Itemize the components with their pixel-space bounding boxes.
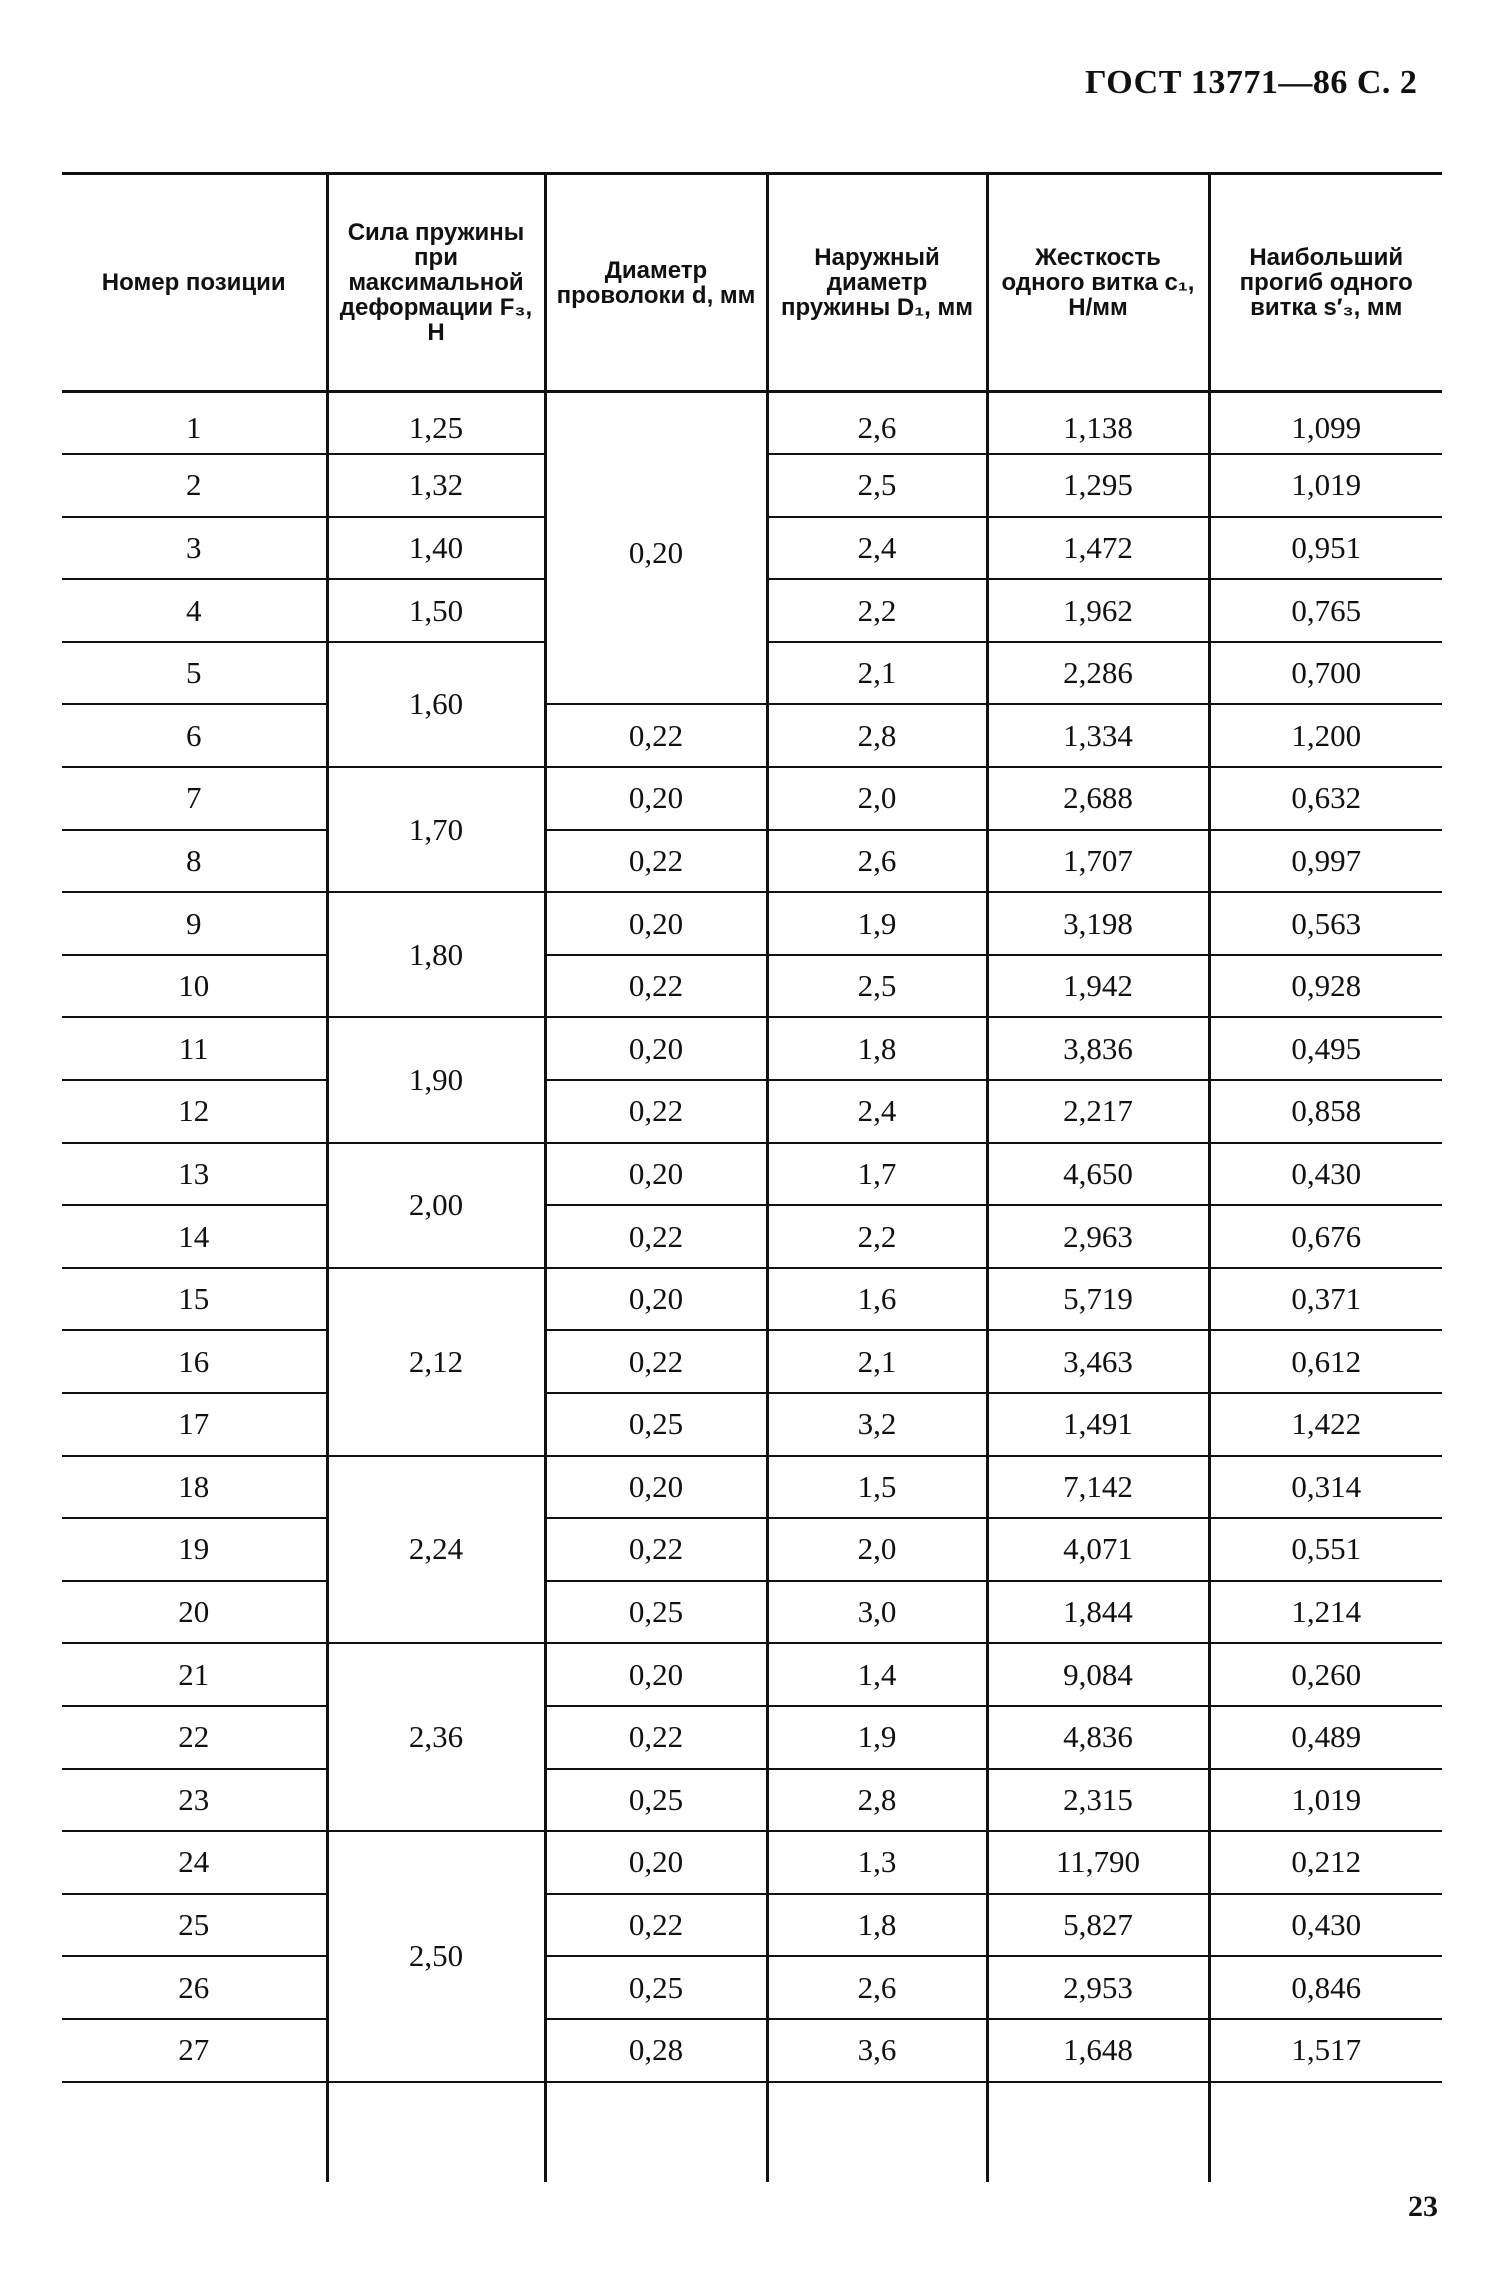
cell-wire-diameter: 0,20 — [545, 392, 767, 705]
cell-position-number: 12 — [62, 1080, 327, 1143]
cell-spring-force: 2,24 — [327, 1456, 545, 1644]
cell-position-number: 6 — [62, 704, 327, 767]
page-header: ГОСТ 13771—86 С. 2 — [1085, 64, 1418, 101]
table-row — [62, 830, 1442, 893]
cell-wire-diameter: 0,28 — [545, 2019, 767, 2082]
cell-max-deflection: 1,214 — [1209, 1581, 1442, 1644]
cell-max-deflection: 0,563 — [1209, 892, 1442, 955]
cell-spring-force: 1,90 — [327, 1017, 545, 1142]
cell-spring-force: 2,12 — [327, 1268, 545, 1456]
table-row — [62, 1017, 1442, 1080]
cell-outer-diameter: 1,8 — [767, 1017, 987, 1080]
cell-max-deflection: 1,200 — [1209, 704, 1442, 767]
cell-wire-diameter: 0,22 — [545, 955, 767, 1018]
table-row — [62, 1268, 1442, 1331]
cell-wire-diameter: 0,22 — [545, 1205, 767, 1268]
cell-outer-diameter: 2,1 — [767, 642, 987, 705]
cell-position-number: 25 — [62, 1894, 327, 1957]
cell-max-deflection: 0,212 — [1209, 1831, 1442, 1894]
cell-coil-stiffness: 3,198 — [987, 892, 1209, 955]
cell-outer-diameter: 2,0 — [767, 1518, 987, 1581]
cell-outer-diameter: 2,5 — [767, 454, 987, 517]
table-row — [62, 1769, 1442, 1832]
cell-coil-stiffness: 2,963 — [987, 1205, 1209, 1268]
table-body — [62, 392, 1442, 2182]
cell-spring-force: 2,36 — [327, 1643, 545, 1831]
table-row — [62, 892, 1442, 955]
cell-max-deflection: 0,430 — [1209, 1143, 1442, 1206]
cell-coil-stiffness: 2,286 — [987, 642, 1209, 705]
table-row — [62, 1143, 1442, 1206]
cell-outer-diameter: 1,6 — [767, 1268, 987, 1331]
cell-position-number: 18 — [62, 1456, 327, 1519]
cell-wire-diameter: 0,25 — [545, 1581, 767, 1644]
table-row — [62, 392, 1442, 455]
cell-spring-force: 2,50 — [327, 1831, 545, 2081]
cell-max-deflection: 1,019 — [1209, 1769, 1442, 1832]
cell-spring-force: 1,32 — [327, 454, 545, 517]
cell-max-deflection: 0,489 — [1209, 1706, 1442, 1769]
empty-cell — [1209, 2082, 1442, 2182]
cell-coil-stiffness: 5,719 — [987, 1268, 1209, 1331]
header-coil-stiffness: Жесткость одного витка c₁, Н/мм — [987, 174, 1209, 392]
cell-position-number: 22 — [62, 1706, 327, 1769]
cell-coil-stiffness: 3,463 — [987, 1330, 1209, 1393]
table-row — [62, 1706, 1442, 1769]
cell-wire-diameter: 0,20 — [545, 1643, 767, 1706]
cell-coil-stiffness: 1,648 — [987, 2019, 1209, 2082]
cell-outer-diameter: 2,6 — [767, 392, 987, 455]
cell-coil-stiffness: 1,295 — [987, 454, 1209, 517]
cell-wire-diameter: 0,22 — [545, 1894, 767, 1957]
cell-wire-diameter: 0,22 — [545, 1518, 767, 1581]
cell-position-number: 7 — [62, 767, 327, 830]
cell-max-deflection: 0,371 — [1209, 1268, 1442, 1331]
header-spring-force: Сила пружины при максимальной деформации F₃, Н — [327, 174, 545, 392]
cell-coil-stiffness: 2,953 — [987, 1956, 1209, 2019]
cell-position-number: 27 — [62, 2019, 327, 2082]
cell-position-number: 4 — [62, 579, 327, 642]
cell-coil-stiffness: 4,650 — [987, 1143, 1209, 1206]
cell-outer-diameter: 1,4 — [767, 1643, 987, 1706]
cell-max-deflection: 0,430 — [1209, 1894, 1442, 1957]
cell-max-deflection: 0,700 — [1209, 642, 1442, 705]
cell-position-number: 1 — [62, 392, 327, 455]
cell-max-deflection: 0,612 — [1209, 1330, 1442, 1393]
table-row — [62, 1205, 1442, 1268]
cell-wire-diameter: 0,25 — [545, 1393, 767, 1456]
table-row — [62, 767, 1442, 830]
table-spacer-row — [62, 2082, 1442, 2182]
cell-position-number: 15 — [62, 1268, 327, 1331]
cell-wire-diameter: 0,22 — [545, 1330, 767, 1393]
cell-outer-diameter: 2,0 — [767, 767, 987, 830]
cell-wire-diameter: 0,22 — [545, 1080, 767, 1143]
cell-coil-stiffness: 1,138 — [987, 392, 1209, 455]
table-row — [62, 1581, 1442, 1644]
table-row — [62, 1393, 1442, 1456]
cell-position-number: 17 — [62, 1393, 327, 1456]
cell-outer-diameter: 2,5 — [767, 955, 987, 1018]
cell-coil-stiffness: 3,836 — [987, 1017, 1209, 1080]
table-header-row — [62, 174, 1442, 392]
cell-outer-diameter: 3,6 — [767, 2019, 987, 2082]
cell-position-number: 11 — [62, 1017, 327, 1080]
cell-max-deflection: 0,676 — [1209, 1205, 1442, 1268]
cell-wire-diameter: 0,20 — [545, 1456, 767, 1519]
cell-coil-stiffness: 1,472 — [987, 517, 1209, 580]
cell-max-deflection: 1,099 — [1209, 392, 1442, 455]
cell-wire-diameter: 0,20 — [545, 767, 767, 830]
header-wire-diameter: Диаметр проволоки d, мм — [545, 174, 767, 392]
cell-wire-diameter: 0,25 — [545, 1956, 767, 2019]
cell-spring-force: 2,00 — [327, 1143, 545, 1268]
cell-position-number: 19 — [62, 1518, 327, 1581]
cell-max-deflection: 0,314 — [1209, 1456, 1442, 1519]
cell-max-deflection: 0,951 — [1209, 517, 1442, 580]
cell-coil-stiffness: 2,688 — [987, 767, 1209, 830]
cell-coil-stiffness: 1,334 — [987, 704, 1209, 767]
spring-parameters-table — [62, 172, 1442, 2182]
cell-position-number: 5 — [62, 642, 327, 705]
cell-spring-force: 1,50 — [327, 579, 545, 642]
cell-outer-diameter: 1,3 — [767, 1831, 987, 1894]
table-row — [62, 1894, 1442, 1957]
cell-spring-force: 1,25 — [327, 392, 545, 455]
table-row — [62, 1080, 1442, 1143]
cell-max-deflection: 0,765 — [1209, 579, 1442, 642]
cell-position-number: 13 — [62, 1143, 327, 1206]
cell-max-deflection: 0,632 — [1209, 767, 1442, 830]
table-row — [62, 2019, 1442, 2082]
header-max-deflection: Наибольший прогиб одного витка s′₃, мм — [1209, 174, 1442, 392]
cell-max-deflection: 0,551 — [1209, 1518, 1442, 1581]
cell-position-number: 26 — [62, 1956, 327, 2019]
cell-outer-diameter: 2,4 — [767, 517, 987, 580]
cell-outer-diameter: 2,8 — [767, 704, 987, 767]
cell-outer-diameter: 1,8 — [767, 1894, 987, 1957]
cell-wire-diameter: 0,20 — [545, 1143, 767, 1206]
table-row — [62, 1643, 1442, 1706]
cell-coil-stiffness: 1,942 — [987, 955, 1209, 1018]
empty-cell — [545, 2082, 767, 2182]
cell-position-number: 21 — [62, 1643, 327, 1706]
cell-position-number: 14 — [62, 1205, 327, 1268]
cell-wire-diameter: 0,25 — [545, 1769, 767, 1832]
cell-outer-diameter: 2,2 — [767, 579, 987, 642]
cell-outer-diameter: 2,6 — [767, 1956, 987, 2019]
table-row — [62, 704, 1442, 767]
cell-outer-diameter: 2,1 — [767, 1330, 987, 1393]
cell-position-number: 2 — [62, 454, 327, 517]
cell-coil-stiffness: 2,217 — [987, 1080, 1209, 1143]
cell-position-number: 23 — [62, 1769, 327, 1832]
cell-outer-diameter: 1,7 — [767, 1143, 987, 1206]
cell-outer-diameter: 2,4 — [767, 1080, 987, 1143]
cell-max-deflection: 0,858 — [1209, 1080, 1442, 1143]
empty-cell — [327, 2082, 545, 2182]
cell-max-deflection: 0,997 — [1209, 830, 1442, 893]
cell-outer-diameter: 3,0 — [767, 1581, 987, 1644]
empty-cell — [767, 2082, 987, 2182]
cell-coil-stiffness: 4,836 — [987, 1706, 1209, 1769]
header-outer-diameter: Наружный диаметр пружины D₁, мм — [767, 174, 987, 392]
header-position-number: Номер позиции — [101, 269, 286, 296]
cell-position-number: 3 — [62, 517, 327, 580]
cell-spring-force: 1,60 — [327, 642, 545, 767]
cell-spring-force: 1,40 — [327, 517, 545, 580]
cell-outer-diameter: 1,5 — [767, 1456, 987, 1519]
cell-wire-diameter: 0,20 — [545, 892, 767, 955]
cell-wire-diameter: 0,20 — [545, 1831, 767, 1894]
cell-position-number: 10 — [62, 955, 327, 1018]
cell-coil-stiffness: 1,962 — [987, 579, 1209, 642]
cell-coil-stiffness: 11,790 — [987, 1831, 1209, 1894]
page-number: 23 — [1408, 2190, 1438, 2223]
cell-coil-stiffness: 7,142 — [987, 1456, 1209, 1519]
cell-wire-diameter: 0,20 — [545, 1017, 767, 1080]
cell-outer-diameter: 3,2 — [767, 1393, 987, 1456]
cell-coil-stiffness: 1,844 — [987, 1581, 1209, 1644]
table-row — [62, 1456, 1442, 1519]
cell-outer-diameter: 1,9 — [767, 892, 987, 955]
table-row — [62, 955, 1442, 1018]
cell-spring-force: 1,80 — [327, 892, 545, 1017]
cell-wire-diameter: 0,22 — [545, 1706, 767, 1769]
cell-coil-stiffness: 1,491 — [987, 1393, 1209, 1456]
cell-max-deflection: 1,517 — [1209, 2019, 1442, 2082]
table-row — [62, 1330, 1442, 1393]
cell-wire-diameter: 0,22 — [545, 704, 767, 767]
table-row — [62, 1518, 1442, 1581]
cell-outer-diameter: 2,6 — [767, 830, 987, 893]
empty-cell — [987, 2082, 1209, 2182]
cell-position-number: 24 — [62, 1831, 327, 1894]
cell-outer-diameter: 1,9 — [767, 1706, 987, 1769]
cell-coil-stiffness: 5,827 — [987, 1894, 1209, 1957]
cell-max-deflection: 0,846 — [1209, 1956, 1442, 2019]
cell-outer-diameter: 2,8 — [767, 1769, 987, 1832]
cell-coil-stiffness: 9,084 — [987, 1643, 1209, 1706]
cell-max-deflection: 1,422 — [1209, 1393, 1442, 1456]
cell-position-number: 20 — [62, 1581, 327, 1644]
empty-cell — [62, 2082, 327, 2182]
cell-max-deflection: 0,260 — [1209, 1643, 1442, 1706]
cell-position-number: 16 — [62, 1330, 327, 1393]
cell-max-deflection: 1,019 — [1209, 454, 1442, 517]
table-row — [62, 1831, 1442, 1894]
cell-coil-stiffness: 4,071 — [987, 1518, 1209, 1581]
cell-wire-diameter: 0,20 — [545, 1268, 767, 1331]
cell-max-deflection: 0,495 — [1209, 1017, 1442, 1080]
cell-position-number: 8 — [62, 830, 327, 893]
cell-coil-stiffness: 1,707 — [987, 830, 1209, 893]
cell-max-deflection: 0,928 — [1209, 955, 1442, 1018]
cell-spring-force: 1,70 — [327, 767, 545, 892]
cell-outer-diameter: 2,2 — [767, 1205, 987, 1268]
cell-position-number: 9 — [62, 892, 327, 955]
cell-coil-stiffness: 2,315 — [987, 1769, 1209, 1832]
cell-wire-diameter: 0,22 — [545, 830, 767, 893]
table-row — [62, 1956, 1442, 2019]
